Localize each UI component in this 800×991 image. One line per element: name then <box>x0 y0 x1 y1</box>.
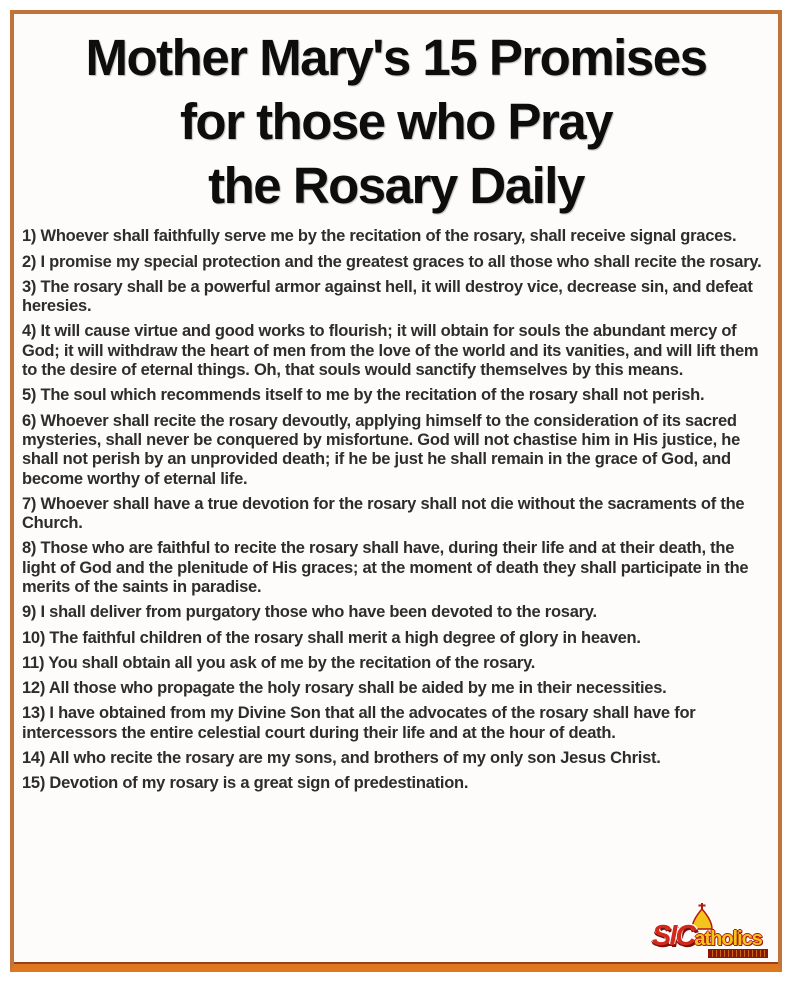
promise-item-9: 9) I shall deliver from purgatory those who have been devoted to the rosary. <box>22 603 597 622</box>
promise-item-2: 2) I promise my special protection and the greatest graces to all those who shall recite the rosary. <box>22 252 762 271</box>
title-line-1: Mother Mary's 15 Promises <box>85 29 707 86</box>
promise-item-8: 8) Those who are faithful to recite the rosary shall have, during their life and at their death, the light of God and the plenitude of His graces; at the moment of death they shall participate in the merits of the saints in paradise. <box>22 539 749 596</box>
logo-yellow-text: atholics <box>694 928 762 950</box>
promise-item-13: 13) I have obtained from my Divine Son that all the advocates of the rosary shall have for intercessors the entire celestial court during their life and at the hour of death. <box>22 704 696 742</box>
sicatholics-logo <box>652 906 770 958</box>
promise-item-4: 4) It will cause virtue and good works to flourish; it will obtain for souls the abundant mercy of God; it will withdraw the heart of men from the love of the world and its vanities, and will lift them to the desire of eternal things. Oh, that souls would sanctify themselves by this means. <box>22 322 759 380</box>
promise-item-11: 11) You shall obtain all you ask of me by the recitation of the rosary. <box>22 653 536 672</box>
promise-item-10: 10) The faithful children of the rosary shall merit a high degree of glory in heaven. <box>22 628 641 647</box>
poster-frame <box>10 10 782 972</box>
title-line-2: for those who Pray <box>179 92 613 150</box>
title-line-3: the Rosary Daily <box>208 156 584 214</box>
promise-item-15: 15) Devotion of my rosary is a great sign of predestination. <box>22 774 469 793</box>
promises-list <box>14 217 778 793</box>
promise-item-6: 6) Whoever shall recite the rosary devoutly, applying himself to the consideration of its sacred mysteries, shall never be conquered by misfortune. God will not chastise him in His justice, he shall not perish by an unprovided death; if he be just he shall remain in the grace of God, and become worthy of eternal life. <box>22 411 741 488</box>
logo-red-text: SIC <box>652 920 695 952</box>
promise-item-1: 1) Whoever shall faithfully serve me by the recitation of the rosary, shall receive signal graces. <box>22 227 737 246</box>
logo-text <box>652 920 762 953</box>
promise-item-14: 14) All who recite the rosary are my sons, and brothers of my only son Jesus Christ. <box>22 749 661 768</box>
promise-item-7: 7) Whoever shall have a true devotion for the rosary shall not die without the sacraments of the Church. <box>22 494 745 533</box>
promise-item-3: 3) The rosary shall be a powerful armor against hell, it will destroy vice, decrease sin, and defeat heresies. <box>22 277 753 316</box>
promise-item-5: 5) The soul which recommends itself to me by the recitation of the rosary shall not perish. <box>22 386 705 405</box>
poster-title <box>14 26 778 217</box>
promise-item-12: 12) All those who propagate the holy rosary shall be aided by me in their necessities. <box>22 679 667 698</box>
